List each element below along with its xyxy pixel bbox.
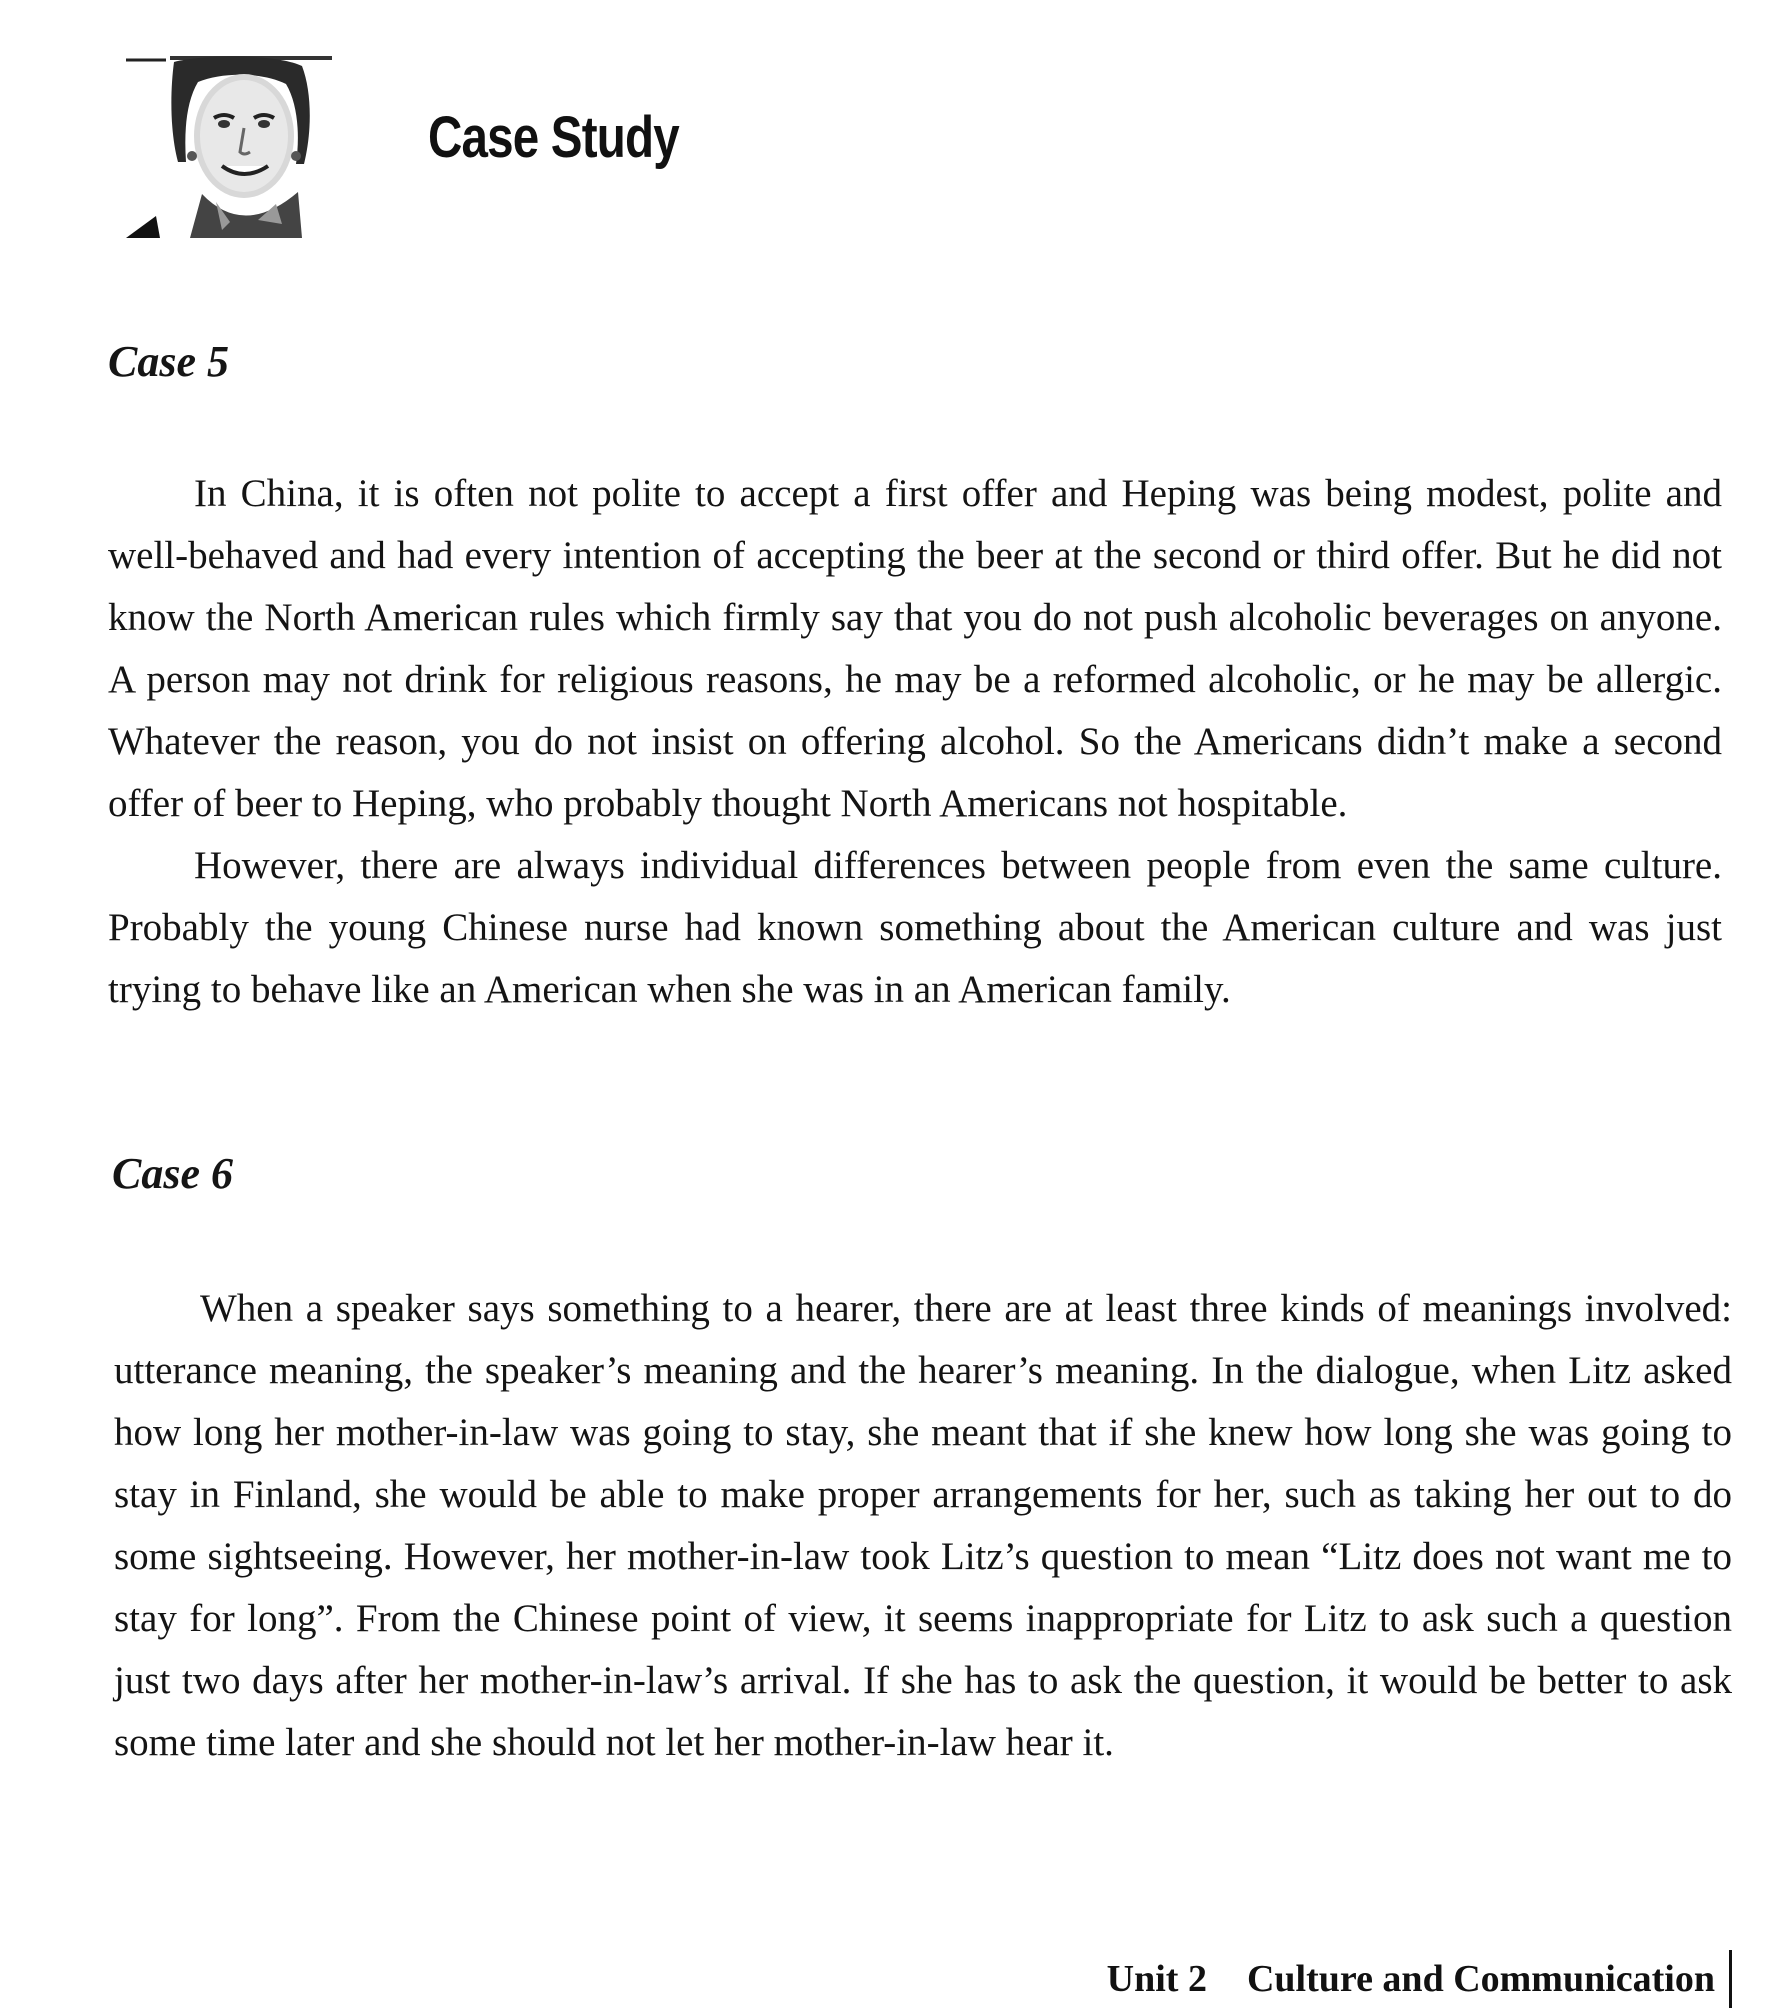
section-title: Case Study: [428, 105, 679, 170]
footer-title: Culture and Communication: [1246, 1958, 1715, 2000]
case-heading: Case 5: [108, 337, 229, 386]
case-body: [108, 463, 1722, 1021]
paragraph: When a speaker says something to a hearer, there are at least three kinds of meanings involved: utterance meaning, the speaker’s meaning and the hearer’s meaning. In the dialogue, when Litz asked how long her mother-in-law was going to stay, she meant that if she knew how long she was going to stay in Finland, she would be able to make proper arrangements for her, such as taking her out to do some sightseeing. However, her mother-in-law took Litz’s question to mean “Litz does not want me to stay for long”. From the Chinese point of view, it seems inappropriate for Litz to ask such a question just two days after her mother-in-law’s arrival. If she has to ask the question, it would be better to ask some time later and she should not let her mother-in-law hear it.: [114, 1287, 1732, 1764]
paragraph: In China, it is often not polite to accept a first offer and Heping was being modest, polite and well-behaved and had every intention of accepting the beer at the second or third offer. But he did not know the North American rules which firmly say that you do not push alcoholic beverages on anyone. A person may not drink for religious reasons, he may be a reformed alcoholic, or he may be allergic. Whatever the reason, you do not insist on offering alcohol. So the Americans didn’t make a second offer of beer to Heping, who probably thought North Americans not hospitable.: [108, 472, 1722, 825]
footer-unit: Unit 2: [1106, 1958, 1207, 2000]
case-body: [114, 1278, 1732, 1774]
portrait-photo-icon: [126, 52, 332, 238]
footer-divider: [1729, 1950, 1732, 2008]
case-heading: Case 6: [112, 1149, 233, 1198]
paragraph: However, there are always individual differences between people from even the same culture. Probably the young Chinese nurse had known something about the American culture and was just trying to behave like an American when she was in an American family.: [108, 844, 1722, 1011]
page-footer: [1107, 1950, 1732, 2008]
